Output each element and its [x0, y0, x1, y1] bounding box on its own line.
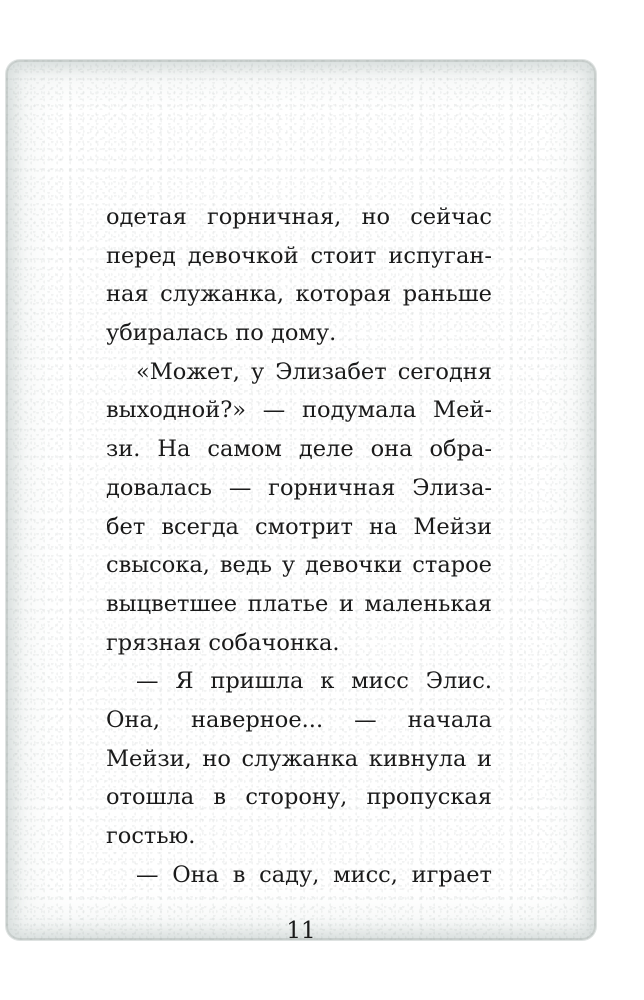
text-line: — Я пришла к мисс Элис. — [136, 668, 492, 695]
text-line: убиралась по дому. — [106, 320, 337, 347]
paragraph-2 — [106, 353, 492, 663]
paragraph-1 — [106, 198, 492, 353]
text-line: свысока, ведь у девочки старое — [106, 552, 492, 579]
page-frame — [6, 60, 596, 944]
text-line: одетая горничная, но сейчас — [106, 204, 492, 230]
page-number: 11 — [286, 918, 316, 944]
text-line: гостью. — [106, 823, 196, 849]
paragraph-4 — [106, 856, 492, 895]
text-line: ная служанка, которая раньше — [106, 281, 492, 308]
text-line: перед девочкой стоит испуган- — [106, 242, 492, 269]
text-line: Мейзи, но служанка кивнула и — [106, 745, 492, 772]
text-line: бет всегда смотрит на Мейзи — [106, 513, 492, 540]
body-text — [106, 198, 492, 894]
paragraph-3 — [106, 662, 492, 855]
text-line: Она, наверное... — начала — [106, 706, 492, 733]
text-line: зи. На самом деле она обра- — [106, 436, 492, 463]
text-line: «Может, у Элизабет сегодня — [136, 358, 492, 385]
text-line: выцветшее платье и маленькая — [106, 590, 492, 617]
text-line: — Она в саду, мисс, играет — [136, 861, 492, 888]
text-line: отошла в сторону, пропуская — [106, 784, 492, 811]
text-line: довалась — горничная Элиза- — [106, 474, 492, 501]
text-line: выходной?» — подумала Мей- — [106, 397, 492, 424]
text-line: грязная собачонка. — [106, 629, 340, 656]
